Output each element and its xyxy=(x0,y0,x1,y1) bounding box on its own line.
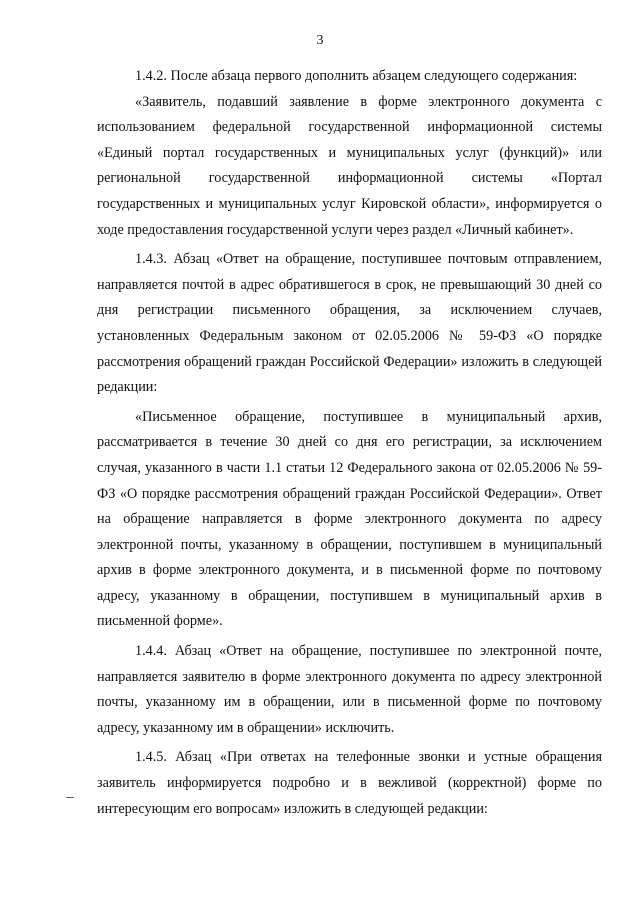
paragraph-1-4-5: 1.4.5. Абзац «При ответах на телефонные звонки и устные обращения заявитель информируется подробно и в вежливой (корректной) форме по интересующим его вопросам» изложить в следующей редакции: xyxy=(97,749,602,817)
margin-dash xyxy=(66,797,74,798)
paragraph-quote-applicant: «Заявитель, подавший заявление в форме электронного документа с использованием федеральной государственной информационной системы «Единый портал государственных и муниципальных услуг (функций)» или региональной государственной информационной системы «Портал государственных и муниципальных услуг Кировской области», информируется о ходе предоставления государственной услуги через раздел «Личный кабинет». xyxy=(97,93,602,238)
paragraph-1-4-3: 1.4.3. Абзац «Ответ на обращение, поступившее почтовым отправлением, направляется почтой в адрес обратившегося в срок, не превышающий 30 дней со дня регистрации письменного обращения, за исключением случаев, установленных Федеральным законом от 02.05.2006 № 59-ФЗ «О порядке рассмотрения обращений граждан Российской Федерации» изложить в следующей редакции: xyxy=(97,251,602,396)
page-number: 3 xyxy=(316,33,324,48)
paragraph-quote-written-appeal: «Письменное обращение, поступившее в муниципальный архив, рассматривается в течение 30 дней со дня его регистрации, за исключением случая, указанного в части 1.1 статьи 12 Федерального закона от 02.05.2006 № 59-ФЗ «О порядке рассмотрения обращений граждан Российской Федерации». Ответ на обращение направляется в форме электронного документа по адресу электронной почты, указанному в обращении, поступившем в муниципальный архив в форме электронного документа, и в письменной форме по почтовому адресу, указанному в обращении, поступившем в муниципальный архив в письменной форме». xyxy=(97,408,602,630)
paragraph-1-4-4: 1.4.4. Абзац «Ответ на обращение, поступившее по электронной почте, направляется заявителю в форме электронного документа по адресу электронной почты, указанному им в обращении, или в письменной форме по почтовому адресу, указанному им в обращении» исключить. xyxy=(97,643,602,736)
document-body xyxy=(97,64,602,822)
paragraph-1-4-2: 1.4.2. После абзаца первого дополнить абзацем следующего содержания: xyxy=(135,68,578,84)
